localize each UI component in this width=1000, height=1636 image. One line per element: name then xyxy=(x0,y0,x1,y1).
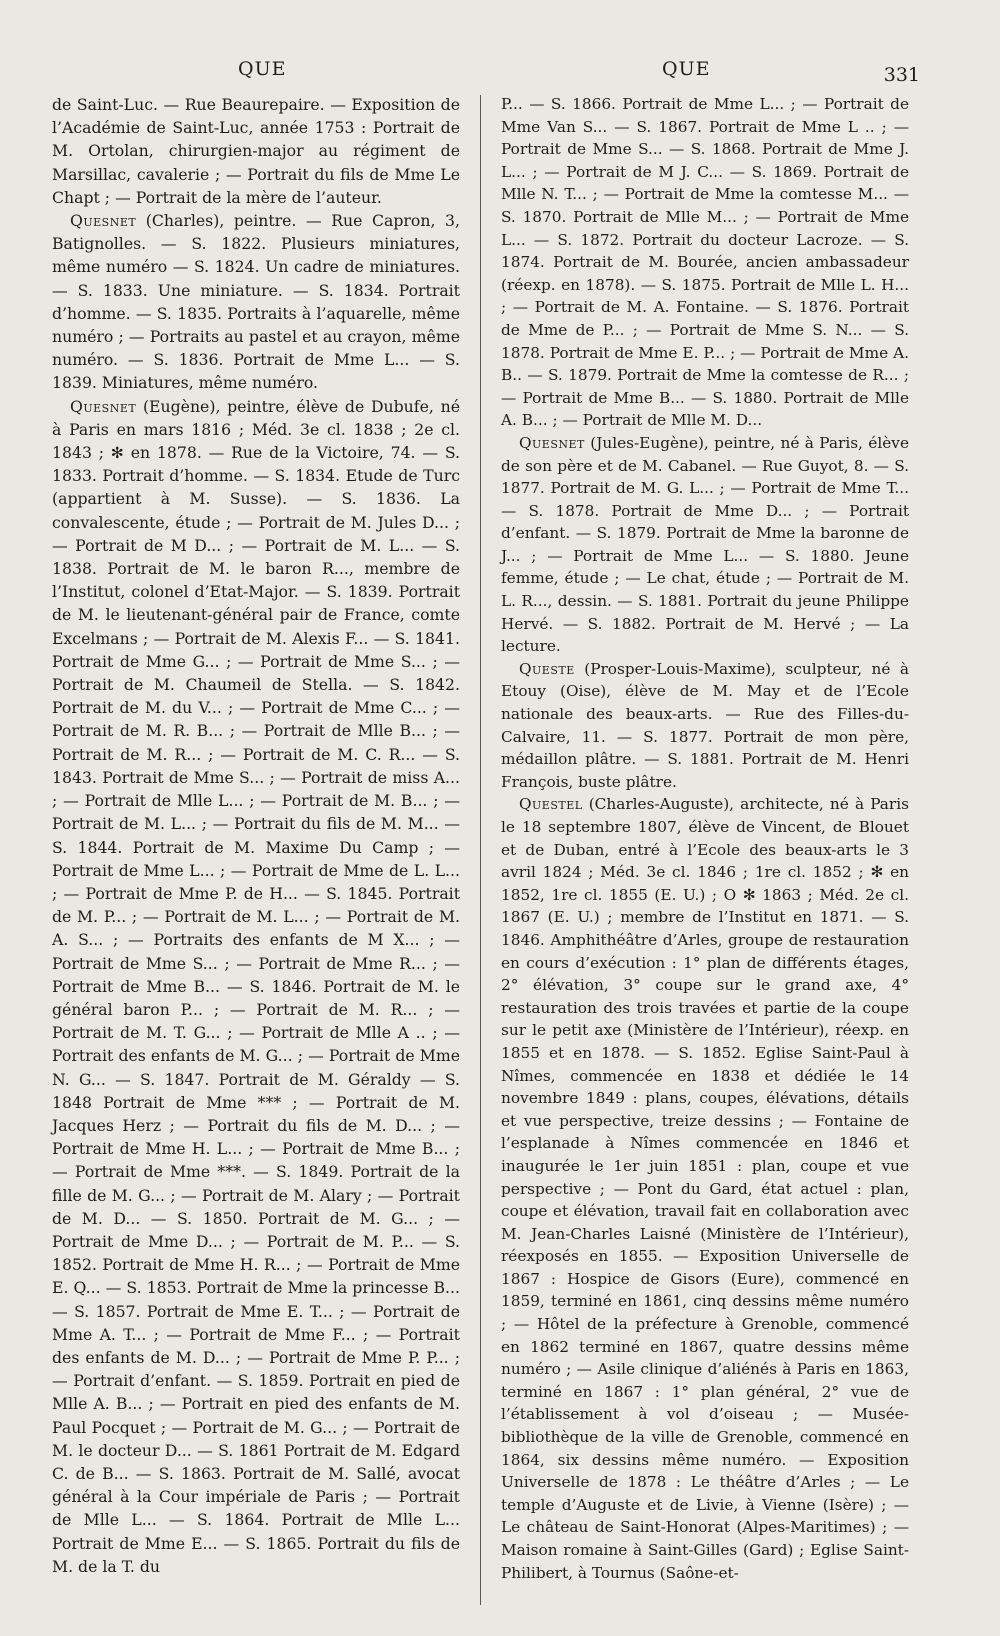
right-column xyxy=(501,93,909,1584)
entry-name: Questel xyxy=(519,795,583,814)
entry-text: (Charles), peintre. — Rue Capron, 3, Batignolles. — S. 1822. Plusieurs miniatures, même numéro — S. 1824. Un cadre de miniatures. — S. 1833. Une miniature. — S. 1834. Portrait d’homme. — S. 1835. Portraits à l’aquarelle, même numéro ; — Portraits au pastel et au crayon, même numéro. — S. 1836. Portrait de Mme L... — S. 1839. Miniatures, même numéro. xyxy=(52,211,460,393)
page-number: 331 xyxy=(883,64,920,86)
entry-queste xyxy=(501,658,909,794)
entry-text: (Eugène), peintre, élève de Dubufe, né à Paris en mars 1816 ; Méd. 3e cl. 1838 ; 2e cl. 1843 ; ✻ en 1878. — Rue de la Victoire, 74. — S. 1833. Portrait d’homme. — S. 1834. Etude de Turc (appartient à M. Susse). — S. 1836. La convalescente, étude ; — Portrait de M. Jules D... ; — Portrait de M D... ; — Portrait de M. L... — S. 1838. Portrait de M. le baron R..., membre de l’Institut, colonel d’Etat-Major. — S. 1839. Portrait de M. le lieutenant-général pair de France, comte Excelmans ; — Portrait de M. Alexis F... — S. 1841. Portrait de Mme G... ; — Portrait de Mme S... ; — Portrait de M. Chaumeil de Stella. — S. 1842. Portrait de M. du V... ; — Portrait de Mme C... ; — Portrait de M. R. B... ; — Portrait de Mlle B... ; — Portrait de M. R... ; — Portrait de M. C. R... — S. 1843. Portrait de Mme S... ; — Portrait de miss A... ; — Portrait de Mlle L... ; — Portrait de M. B... ; — Portrait de M. L... ; — Portrait du fils de M. M... — S. 1844. Portrait de M. Maxime Du Camp ; — Portrait de Mme L... ; — Portrait de Mme de L. L... ; — Portrait de Mme P. de H... — S. 1845. Portrait de M. P... ; — Portrait de M. L... ; — Portrait de M. A. S... ; — Portraits des enfants de M X... ; — Portrait de Mme S... ; — Portrait de Mme R... ; — Portrait de Mme B... — S. 1846. Portrait de M. le général baron P... ; — Portrait de M. R... ; — Portrait de M. T. G... ; — Portrait de Mlle A .. ; — Portrait des enfants de M. G... ; — Portrait de Mme N. G... — S. 1847. Portrait de M. Géraldy — S. 1848 Portrait de Mme *** ; — Portrait de M. Jacques Herz ; — Portrait du fils de M. D... ; — Portrait de Mme H. L... ; — Portrait de Mme B... ; — Portrait de Mme ***. — S. 1849. Portrait de la fille de M. G... ; — Portrait de M. Alary ; — Portrait de M. D... — S. 1850. Portrait de M. G... ; — Portrait de Mme D... ; — Portrait de M. P... — S. 1852. Portrait de Mme H. R... ; — Portrait de Mme E. Q... — S. 1853. Portrait de Mme la princesse B... — S. 1857. Portrait de Mme E. T... ; — Portrait de Mme A. T... ; — Portrait de Mme F... ; — Portrait des enfants de M. D... ; — Portrait de Mme P. P... ; — Portrait d’enfant. — S. 1859. Portrait en pied de Mlle A. B... ; — Portrait en pied des enfants de M. Paul Pocquet ; — Portrait de M. G... ; — Portrait de M. le docteur D... — S. 1861 Portrait de M. Edgard C. de B... — S. 1863. Portrait de M. Sallé, avocat général à la Cour impériale de Paris ; — Portrait de Mlle L... — S. 1864. Portrait de Mlle L... Portrait de Mme E... — S. 1865. Portrait du fils de M. de la T. du xyxy=(52,396,460,1576)
entry-text: (Jules-Eugène), peintre, né à Paris, élève de son père et de M. Cabanel. — Rue Guyot, 8. — S. 1877. Portrait de M. G. L... ; — Portrait de Mme T... — S. 1878. Portrait de Mme D... ; — Portrait d’enfant. — S. 1879. Portrait de Mme la baronne de J... ; — Portrait de Mme L... — S. 1880. Jeune femme, étude ; — Le chat, étude ; — Portrait de M. L. R..., dessin. — S. 1881. Portrait du jeune Philippe Hervé. — S. 1882. Portrait de M. Hervé ; — La lecture. xyxy=(501,433,909,656)
column-divider xyxy=(480,95,481,1605)
entry-text: P... — S. 1866. Portrait de Mme L... ; — Portrait de Mme Van S... — S. 1867. Portrait de Mme L .. ; — Portrait de Mme S... — S. 1868. Portrait de Mme J. L... ; — Portrait de M J. C... — S. 1869. Portrait de Mlle N. T... ; — Portrait de Mme la comtesse M... — S. 1870. Portrait de Mlle M... ; — Portrait de Mme L... — S. 1872. Portrait du docteur Lacroze. — S. 1874. Portrait de M. Bourée, ancien ambassadeur (réexp. en 1878). — S. 1875. Portrait de Mlle L. H... ; — Portrait de M. A. Fontaine. — S. 1876. Portrait de Mme de P... ; — Portrait de Mme S. N... — S. 1878. Portrait de Mme E. P... ; — Portrait de Mme A. B.. — S. 1879. Portrait de Mme la comtesse de R... ; — Portrait de Mme B... — S. 1880. Portrait de Mlle A. B... ; — Portrait de Mlle M. D... xyxy=(501,95,909,430)
entry-quesnet-jules-eugene xyxy=(501,432,909,658)
entry-name: Quesnet xyxy=(70,396,137,416)
running-head-left: QUE xyxy=(238,58,287,80)
entry-text: (Charles-Auguste), architecte, né à Paris le 18 septembre 1807, élève de Vincent, de Blouet et de Duban, entré à l’Ecole des beaux-arts le 3 avril 1824 ; Méd. 3e cl. 1846 ; 1re cl. 1852 ; ✻ en 1852, 1re cl. 1855 (E. U.) ; O ✻ 1863 ; Méd. 2e cl. 1867 (E. U.) ; membre de l’Institut en 1871. — S. 1846. Amphithéâtre d’Arles, groupe de restauration en cours d’exécution : 1° plan de différents étages, 2° élévation, 3° coupe sur le grand axe, 4° restauration des trois travées et partie de la coupe sur le petit axe (Ministère de l’Intérieur), réexp. en 1855 et en 1878. — S. 1852. Eglise Saint-Paul à Nîmes, commencée en 1838 et dédiée le 14 novembre 1849 : plans, coupes, élévations, détails et vue perspective, treize dessins ; — Fontaine de l’esplanade à Nîmes commencée en 1846 et inaugurée le 1er juin 1851 : plan, coupe et vue perspective ; — Pont du Gard, état actuel : plan, coupe et élévation, travail fait en collaboration avec M. Jean-Charles Laisné (Ministère de l’Intérieur), réexposés en 1855. — Exposition Universelle de 1867 : Hospice de Gisors (Eure), commencé en 1859, terminé en 1861, cinq dessins même numéro ; — Hôtel de la préfecture à Grenoble, commencé en 1862 terminé en 1867, quatre dessins même numéro ; — Asile clinique d’aliénés à Paris en 1863, terminé en 1867 : 1° plan général, 2° vue de l’établissement à vol d’oiseau ; — Musée-bibliothèque de la ville de Grenoble, commencé en 1864, six dessins même numéro. — Exposition Universelle de 1878 : Le théâtre d’Arles ; — Le temple d’Auguste et de Livie, à Vienne (Isère) ; — Le château de Saint-Honorat (Alpes-Maritimes) ; — Maison romaine à Saint-Gilles (Gard) ; Eglise Saint-Philibert, à Tournus (Saône-et- xyxy=(501,795,909,1582)
entry-quesnet-charles xyxy=(52,209,460,395)
entry-name: Queste xyxy=(519,659,575,678)
entry-name: Quesnet xyxy=(519,433,585,452)
entry-name: Quesnet xyxy=(70,211,137,231)
entry-text: de Saint-Luc. — Rue Beaurepaire. — Exposition de l’Académie de Saint-Luc, année 1753 : Portrait de M. Ortolan, chirurgien-major au régiment de Marsillac, cavalerie ; — Portrait du fils de Mme Le Chapt ; — Portrait de la mère de l’auteur. xyxy=(52,95,460,207)
left-column xyxy=(52,93,460,1578)
entry-text: (Prosper-Louis-Maxime), sculpteur, né à Etouy (Oise), élève de M. May et de l’Ecole nationale des beaux-arts. — Rue des Filles-du-Calvaire, 11. — S. 1877. Portrait de mon père, médaillon plâtre. — S. 1881. Portrait de M. Henri François, buste plâtre. xyxy=(501,659,909,791)
running-head-right: QUE xyxy=(662,58,711,80)
entry-quesnet-eugene xyxy=(52,395,460,1578)
entry-continued xyxy=(501,93,909,432)
entry-questel xyxy=(501,793,909,1584)
entry-continued xyxy=(52,93,460,209)
